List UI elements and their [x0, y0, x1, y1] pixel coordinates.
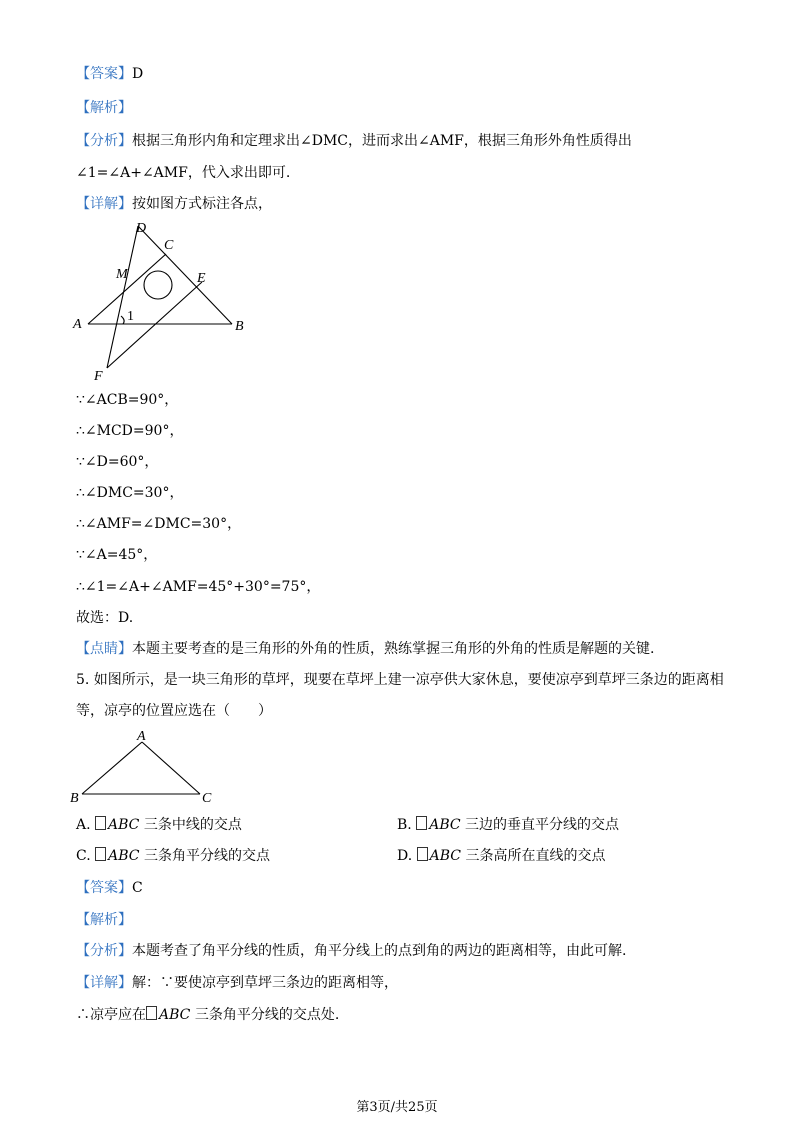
conclusion-pre: ∴凉亭应在: [76, 1007, 146, 1023]
option-c-text: 三条角平分线的交点: [143, 848, 270, 864]
inscribed-circle: [144, 271, 172, 299]
label-B: B: [70, 791, 79, 806]
label-F: F: [94, 369, 103, 384]
answer-value: C: [132, 880, 143, 896]
label-A: A: [137, 729, 146, 744]
segment-BA: [82, 742, 142, 794]
triangle-symbol-icon: [417, 847, 428, 861]
label-E: E: [197, 271, 206, 286]
label-1: 1: [127, 309, 134, 324]
angle-1-arc: [121, 316, 124, 324]
option-a-text: 三条中线的交点: [143, 817, 242, 833]
q5-conclusion: [76, 1005, 339, 1025]
q5-xiangjie-line: [76, 973, 398, 993]
page-footer: 第3页/共25页: [356, 1100, 438, 1115]
jiexi-tag: 【解析】: [76, 912, 132, 928]
q5-option-a[interactable]: [76, 815, 242, 835]
triangle-symbol-icon: [146, 1006, 157, 1020]
triangle-symbol-icon: [416, 816, 427, 830]
q4-step-5: ∴∠AMF=∠DMC=30°，: [76, 516, 242, 532]
q4-step-3: ∵∠D=60°，: [76, 454, 159, 470]
conclusion-post: 三条角平分线的交点处.: [194, 1007, 340, 1023]
option-d-letter: D.: [397, 848, 413, 864]
answer-value: D: [132, 66, 144, 82]
q5-option-c[interactable]: [76, 846, 270, 866]
q4-step-1: ∵∠ACB=90°，: [76, 392, 179, 408]
fenxi-tag: 【分析】: [76, 943, 132, 959]
option-d-abc: ABC: [429, 848, 462, 864]
q4-fenxi-line-2: [76, 163, 290, 183]
q4-step-6: ∵∠A=45°，: [76, 547, 158, 563]
q4-step-2: ∴∠MCD=90°，: [76, 423, 184, 439]
option-b-text: 三边的垂直平分线的交点: [465, 817, 620, 833]
xiangjie-tag: 【详解】: [76, 196, 132, 212]
option-c-letter: C.: [76, 848, 91, 864]
q5-triangle-figure: [66, 728, 226, 806]
jiexi-tag: 【解析】: [76, 100, 132, 116]
q5-jiexi-line: [76, 910, 132, 930]
label-D: D: [136, 221, 147, 236]
triangle-symbol-icon: [95, 847, 106, 861]
q5-fenxi-line: [76, 941, 626, 961]
q5-stem-line-1: 5. 如图所示，是一块三角形的草坪，现要在草坪上建一凉亭供大家休息，要使凉亭到草坪三条边的距离相: [76, 672, 724, 688]
segment-DF: [107, 226, 138, 368]
segment-AC: [142, 742, 200, 794]
q5-stem-line-2: 等，凉亭的位置应选在（ ）: [76, 703, 272, 719]
dianjing-text: 本题主要考查的是三角形的外角的性质，熟练掌握三角形的外角的性质是解题的关键.: [132, 641, 655, 657]
fenxi-text: 根据三角形内角和定理求出∠DMC，进而求出∠AMF，根据三角形外角性质得出: [132, 133, 632, 149]
q4-geometry-figure: [70, 216, 260, 386]
xiangjie-text: 解：∵要使凉亭到草坪三条边的距离相等，: [132, 975, 398, 991]
label-C: C: [164, 238, 174, 253]
xiangjie-text: 按如图方式标注各点，: [132, 196, 272, 212]
option-d-text: 三条高所在直线的交点: [465, 848, 606, 864]
option-a-letter: A.: [76, 817, 91, 833]
label-M: M: [116, 267, 128, 282]
dianjing-tag: 【点睛】: [76, 641, 132, 657]
q5-option-b[interactable]: [397, 815, 619, 835]
q5-answer-line: [76, 878, 143, 898]
segment-DB: [138, 226, 232, 324]
xiangjie-tag: 【详解】: [76, 975, 132, 991]
q4-jiexi-line: [76, 98, 132, 118]
option-b-abc: ABC: [429, 817, 461, 833]
q5-option-d[interactable]: [397, 846, 605, 866]
answer-tag: 【答案】: [76, 66, 132, 82]
option-b-letter: B.: [397, 817, 412, 833]
answer-tag: 【答案】: [76, 880, 132, 896]
q4-answer-line: [76, 64, 143, 84]
q4-xiangjie-line: [76, 194, 272, 214]
q4-guxuan: 故选：D.: [76, 610, 134, 626]
q4-step-7: ∴∠1=∠A+∠AMF=45°+30°=75°，: [76, 579, 321, 595]
q4-dianjing-line: [76, 639, 654, 659]
fenxi-text: 本题考查了角平分线的性质，角平分线上的点到角的两边的距离相等，由此可解.: [132, 943, 627, 959]
triangle-symbol-icon: [95, 816, 106, 830]
fenxi-text-2: ∠1=∠A+∠AMF，代入求出即可.: [76, 165, 291, 181]
label-A: A: [73, 317, 82, 332]
option-c-abc: ABC: [108, 848, 140, 864]
label-B: B: [235, 319, 244, 334]
q4-step-4: ∴∠DMC=30°，: [76, 485, 184, 501]
segment-FE: [107, 282, 202, 368]
fenxi-tag: 【分析】: [76, 133, 132, 149]
q4-fenxi-line: [76, 131, 632, 151]
conclusion-abc: ABC: [159, 1007, 191, 1023]
label-C: C: [202, 791, 212, 806]
option-a-abc: ABC: [108, 817, 140, 833]
